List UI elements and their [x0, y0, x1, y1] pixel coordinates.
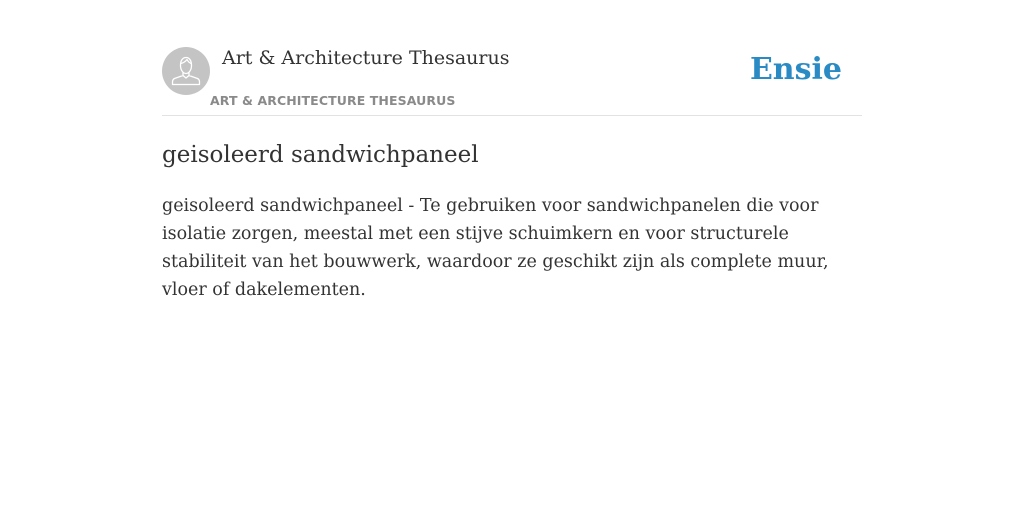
entry-title: geisoleerd sandwichpaneel [162, 142, 479, 168]
source-label[interactable]: ART & ARCHITECTURE THESAURUS [210, 93, 456, 108]
ensie-logo[interactable]: Ensie [749, 52, 842, 87]
user-silhouette-icon [162, 47, 210, 95]
entry-header [162, 46, 862, 116]
entry-definition: geisoleerd sandwichpaneel - Te gebruiken voor sandwichpanelen die voor isolatie zorgen, meestal met een stijve schuimkern en voor structurele stabiliteit van het bouwwerk, waardoor ze geschikt zijn als complete muur, vloer of dakelementen. [162, 196, 829, 300]
author-name[interactable]: Art & Architecture Thesaurus [222, 47, 510, 69]
entry-card [162, 46, 862, 300]
avatar[interactable] [162, 47, 210, 95]
